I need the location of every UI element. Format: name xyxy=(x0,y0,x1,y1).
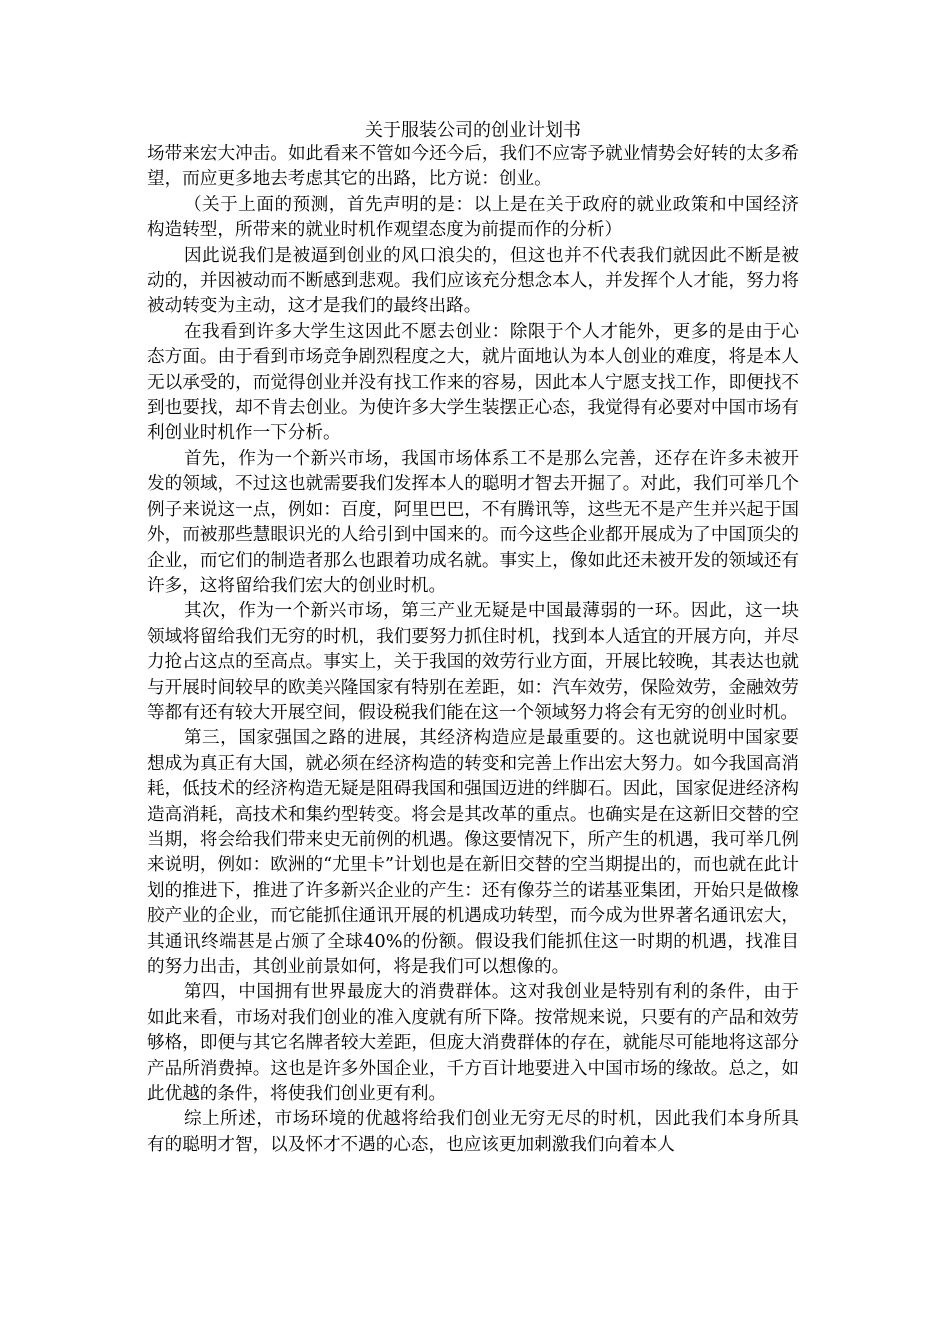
paragraph: 场带来宏大冲击。如此看来不管如今还今后，我们不应寄予就业情势会好转的太多希望，而应更多地去考虑其它的出路，比方说：创业。 xyxy=(147,144,799,190)
paragraph: 其次，作为一个新兴市场，第三产业无疑是中国最薄弱的一环。因此，这一块领域将留给我们无穷的时机，我们要努力抓住时机，找到本人适宜的开展方向，并尽力抢占这点的至高点。事实上，关于我国的效劳行业方面，开展比较晚，其表达也就与开展时间较早的欧美兴隆国家有特别在差距，如：汽车效劳，保险效劳，金融效劳等都有还有较大开展空间，假设税我们能在这一个领域努力将会有无穷的创业时机。 xyxy=(147,601,799,723)
paragraph: 第四，中国拥有世界最庞大的消费群体。这对我创业是特别有利的条件，由于如此来看，市场对我们创业的准入度就有所下降。按常规来说，只要有的产品和效劳够格，即便与其它名牌者较大差距，但庞大消费群体的存在，就能尽可能地将这部分产品所消费掉。这也是许多外国企业，千方百计地要进入中国市场的缘故。总之，如此优越的条件，将使我们创业更有利。 xyxy=(147,982,799,1105)
paragraph: 在我看到许多大学生这因此不愿去创业：除限于个人才能外，更多的是由于心态方面。由于看到市场竞争剧烈程度之大，就片面地认为本人创业的难度，将是本人无以承受的，而觉得创业并没有找工作来的容易，因此本人宁愿支找工作，即便找不到也要找，却不肯去创业。为使许多大学生装摆正心态，我觉得有必要对中国市场有利创业时机作一下分析。 xyxy=(147,321,799,444)
document-page xyxy=(147,120,799,1158)
paragraph: 首先，作为一个新兴市场，我国市场体系工不是那么完善，还存在许多未被开发的领域，不过这也就需要我们发挥本人的聪明才智去开掘了。对此，我们可举几个例子来说这一点，例如：百度，阿里巴巴，不有腾讯等，这些无不是产生并兴起于国外，而被那些慧眼识光的人给引到中国来的。而今这些企业都开展成为了中国顶尖的企业，而它们的制造者那么也跟着功成名就。事实上，像如此还未被开发的领域还有许多，这将留给我们宏大的创业时机。 xyxy=(147,448,799,596)
paragraph: 第三，国家强国之路的进展，其经济构造应是最重要的。这也就说明中国家要想成为真正有大国，就必须在经济构造的转变和完善上作出宏大努力。如今我国高消耗，低技术的经济构造无疑是阻碍我国和强国迈进的绊脚石。因此，国家促进经济构造高消耗，高技术和集约型转变。将会是其改革的重点。也确实是在这新旧交替的空当期，将会给我们带来史无前例的机遇。像这要情况下，所产生的机遇，我可举几例来说明，例如：欧洲的“尤里卡”计划也是在新旧交替的空当期提出的，而也就在此计划的推进下，推进了许多新兴企业的产生：还有像芬兰的诺基亚集团，开始只是做橡胶产业的企业，而它能抓住通讯开展的机遇成功转型，而今成为世界著名通讯宏大，其通讯终端甚是占颁了全球40%的份额。假设我们能抓住这一时期的机遇，找准目的努力出击，其创业前景如何，将是我们可以想像的。 xyxy=(147,728,799,977)
paragraph: （关于上面的预测，首先声明的是：以上是在关于政府的就业政策和中国经济构造转型，所带来的就业时机作观望态度为前提而作的分析） xyxy=(147,194,799,241)
document-title: 关于服装公司的创业计划书 xyxy=(365,120,581,141)
paragraph: 综上所述，市场环境的优越将给我们创业无穷无尽的时机，因此我们本身所具有的聪明才智，以及怀才不遇的心态，也应该更加刺激我们向着本人 xyxy=(147,1109,799,1155)
paragraph: 因此说我们是被逼到创业的风口浪尖的，但这也并不代表我们就因此不断是被动的，并因被动而不断感到悲观。我们应该充分想念本人，并发挥个人才能，努力将被动转变为主动，这才是我们的最终出路。 xyxy=(147,245,799,317)
